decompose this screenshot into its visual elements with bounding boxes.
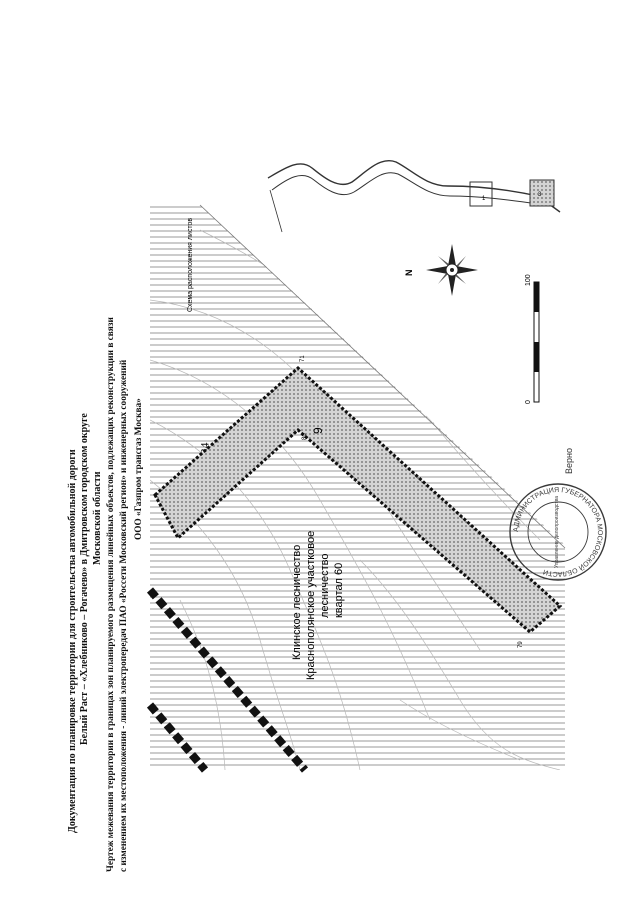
inset-title: Схема расположения листов bbox=[187, 217, 194, 312]
north-indicator: N bbox=[404, 269, 414, 276]
forestry-label-1: Клинское лесничество bbox=[291, 544, 303, 660]
zone-number: 9 bbox=[311, 427, 325, 434]
scale-label-start: 0 bbox=[525, 400, 532, 404]
title-line-1: Документация по планировке территории для строительства автомобильной дороги bbox=[67, 449, 78, 833]
compass-rose bbox=[426, 244, 478, 296]
svg-text:3: 3 bbox=[538, 192, 542, 198]
scale-label-end: 100 bbox=[525, 274, 532, 286]
point-label: 80 bbox=[302, 433, 308, 440]
sheet-layout-inset bbox=[268, 161, 560, 232]
svg-text:1: 1 bbox=[482, 196, 486, 202]
point-label: 71 bbox=[300, 355, 306, 362]
title-line-3: Московской области bbox=[92, 471, 103, 565]
subtitle-line-1: Чертеж межевания территории в границах зон планируемого размещения линейных объектов, подлежащих реконструкции в связи bbox=[106, 317, 116, 872]
scale-bar bbox=[534, 282, 539, 402]
verified-note: Верно bbox=[564, 448, 574, 474]
subtitle-line-3: ООО «Газпром трансгаз Москва» bbox=[134, 398, 144, 540]
subtitle-line-2: с изменением их местоположения - линий электропередач ПАО «Россети Московский регион» и инженерных сооружений bbox=[119, 359, 129, 872]
forestry-label-2: Краснополянское участковое bbox=[305, 530, 317, 680]
svg-text:АДМИНИСТРАЦИЯ ГУБЕРНАТОРА МОСК: АДМИНИСТРАЦИЯ ГУБЕРНАТОРА МОСКОВСКОЙ ОБЛАСТИ bbox=[512, 486, 604, 578]
stamp-center-text: Управление делопроизводства bbox=[554, 495, 560, 569]
forestry-label-4: квартал 60 bbox=[333, 562, 345, 618]
title-line-2: Белый Раст – «Хлебниково – Рогачево» в Дмитровском городском округе bbox=[79, 413, 90, 745]
forestry-label-3: лесничество bbox=[319, 553, 331, 618]
point-label: 79 bbox=[518, 641, 524, 648]
